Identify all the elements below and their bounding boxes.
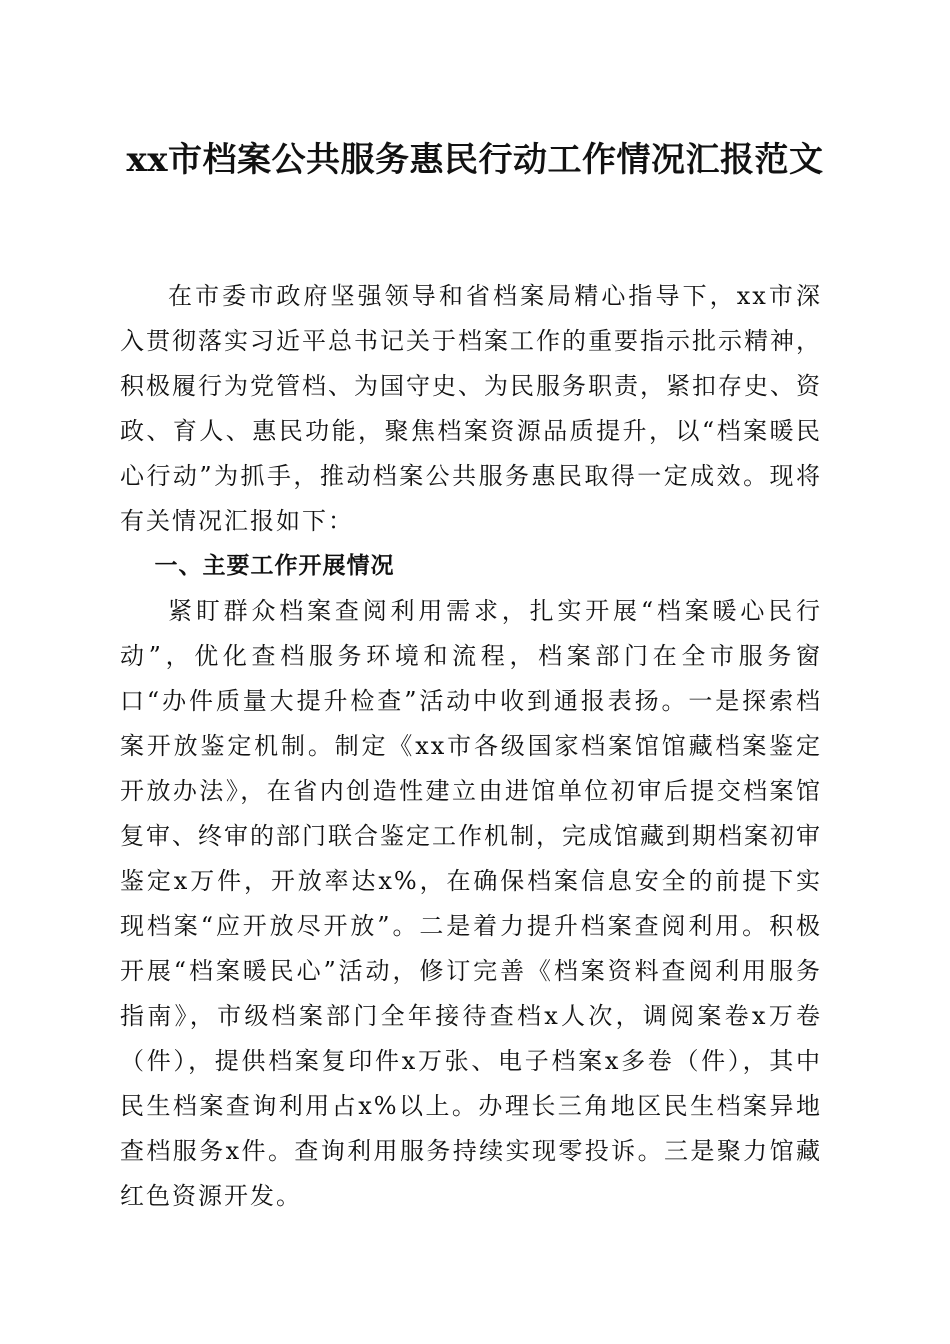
document-title: xx市档案公共服务惠民行动工作情况汇报范文 <box>126 140 824 180</box>
document-body <box>120 274 822 1219</box>
section-heading: 一、主要工作开展情况 <box>154 553 395 579</box>
section-paragraph: 紧盯群众档案查阅利用需求，扎实开展“档案暖心民行动”，优化查档服务环境和流程，档案部门在全市服务窗口“办件质量大提升检查”活动中收到通报表扬。一是探索档案开放鉴定机制。制定《xx市各级国家档案馆馆藏档案鉴定开放办法》，在省内创造性建立由进馆单位初审后提交档案馆复审、终审的部门联合鉴定工作机制，完成馆藏到期档案初审鉴定x万件，开放率达x%，在确保档案信息安全的前提下实现档案“应开放尽开放”。二是着力提升档案查阅利用。积极开展“档案暖民心”活动，修订完善《档案资料查阅利用服务指南》，市级档案部门全年接待查档x人次，调阅案卷x万卷（件），提供档案复印件x万张、电子档案x多卷（件），其中民生档案查询利用占x%以上。办理长三角地区民生档案异地查档服务x件。查询利用服务持续实现零投诉。三是聚力馆藏红色资源开发。 <box>120 597 822 1210</box>
intro-paragraph: 在市委市政府坚强领导和省档案局精心指导下，xx市深入贯彻落实习近平总书记关于档案工作的重要指示批示精神，积极履行为党管档、为国守史、为民服务职责，紧扣存史、资政、育人、惠民功能，聚焦档案资源品质提升，以“档案暖民心行动”为抓手，推动档案公共服务惠民取得一定成效。现将有关情况汇报如下： <box>120 282 822 535</box>
